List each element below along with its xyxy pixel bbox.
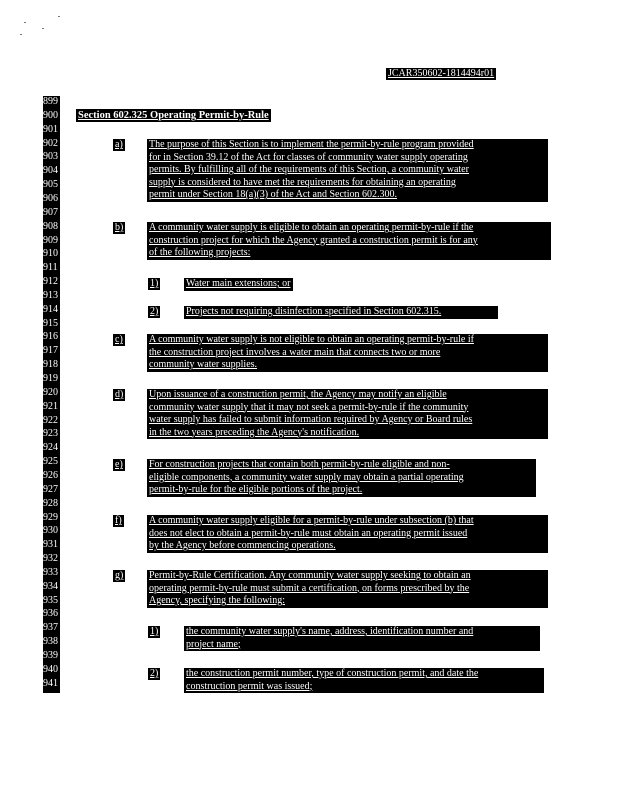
line-number: 902 (43, 137, 58, 149)
paragraph-f: A community water supply eligible for a permit-by-rule under subsection (b) that does not elect to obtain a permit-by-rule must obtain an operating permit issued by the Agency before commencing operations. (147, 515, 548, 553)
line-number: 929 (43, 511, 58, 523)
label-a: a) (115, 139, 123, 150)
line-number: 899 (43, 96, 58, 107)
paragraph-g: Permit-by-Rule Certification. Any community water supply seeking to obtain an operating permit-by-rule must submit a certification, on forms prescribed by the Agency, specifying the following: (147, 570, 548, 608)
label-g1: 1) (150, 626, 159, 637)
label-f: f) (115, 515, 122, 526)
line-number: 923 (43, 428, 58, 440)
paragraph-b: A community water supply is eligible to obtain an operating permit-by-rule if the construction project for which the Agency granted a construction permit is for any of the following projects: (147, 222, 551, 260)
line-number: 910 (43, 248, 58, 260)
line-number: 915 (43, 317, 58, 329)
line-number: 922 (43, 414, 58, 426)
line-number: 908 (43, 220, 58, 232)
line-number: 911 (43, 262, 58, 274)
line-number: 917 (43, 345, 58, 357)
label-e: e) (115, 459, 123, 470)
line-number: 934 (43, 580, 58, 592)
scan-speck (24, 22, 26, 23)
paragraph-g1: the community water supply's name, address, identification number and project name; (184, 626, 540, 651)
line-number: 939 (43, 650, 58, 661)
line-number: 937 (43, 622, 58, 634)
label-b: b) (115, 222, 124, 233)
line-number: 930 (43, 525, 58, 537)
line-number: 921 (43, 400, 58, 412)
line-number: 913 (43, 289, 58, 301)
scan-speck (20, 34, 22, 35)
line-number: 935 (43, 594, 58, 606)
line-number: 936 (43, 608, 58, 620)
line-number: 900 (43, 109, 58, 121)
line-number: 940 (43, 663, 58, 675)
line-number: 931 (43, 539, 58, 551)
line-number: 920 (43, 386, 58, 398)
line-number: 919 (43, 373, 58, 384)
label-b1: 1) (150, 278, 159, 289)
line-number: 904 (43, 165, 58, 177)
paragraph-c: A community water supply is not eligible to obtain an operating permit-by-rule if the construction project involves a water main that connects two or more community water supplies. (147, 334, 548, 372)
label-d: d) (115, 389, 124, 400)
paragraph-g2: the construction permit number, type of construction permit, and date the construction permit was issued; (184, 668, 544, 693)
paragraph-b2: Projects not requiring disinfection specified in Section 602.315. (184, 306, 498, 319)
paragraph-b1: Water main extensions; or (184, 278, 293, 291)
line-number: 932 (43, 553, 58, 565)
section-title: Section 602.325 Operating Permit-by-Rule (78, 110, 269, 121)
line-number: 901 (43, 123, 58, 135)
scan-speck (42, 28, 44, 29)
scan-speck (58, 16, 60, 17)
line-number: 941 (43, 677, 58, 689)
line-number: 916 (43, 331, 58, 343)
line-number: 928 (43, 497, 58, 509)
line-number: 903 (43, 151, 58, 163)
label-b2: 2) (150, 306, 159, 317)
label-c: c) (115, 334, 123, 345)
paragraph-e: For construction projects that contain both permit-by-rule eligible and non- eligible components, a community water supply may obtain a partial operating permit-by-rule for the eligible portions of the project. (147, 459, 536, 497)
label-g: g) (115, 570, 124, 581)
line-number: 914 (43, 303, 58, 315)
line-number: 938 (43, 636, 58, 648)
line-number: 905 (43, 179, 58, 191)
line-number: 926 (43, 469, 58, 481)
document-id: JCAR350602-1814494r01 (388, 68, 495, 79)
line-number: 927 (43, 483, 58, 495)
line-number: 909 (43, 234, 58, 246)
line-number: 933 (43, 566, 58, 578)
line-number: 918 (43, 359, 58, 371)
line-number: 906 (43, 192, 58, 204)
paragraph-d: Upon issuance of a construction permit, the Agency may notify an eligible community water supply that it may not seek a permit-by-rule if the community water supply has failed to submit information required by Agency or Board rules in the two years preceding the Agency's notification. (147, 389, 548, 439)
line-number: 924 (43, 442, 58, 454)
label-g2: 2) (150, 668, 159, 679)
line-number: 907 (43, 206, 58, 218)
line-number: 912 (43, 276, 58, 288)
line-number: 925 (43, 456, 58, 468)
paragraph-a: The purpose of this Section is to implement the permit-by-rule program provided for in Section 39.12 of the Act for classes of community water supply operating permits. By fulfilling all of the requirements of this Section, a community water supply is considered to have met the requirements for obtaining an operating permit under Section 18(a)(3) of the Act and Section 602.300. (147, 139, 548, 202)
